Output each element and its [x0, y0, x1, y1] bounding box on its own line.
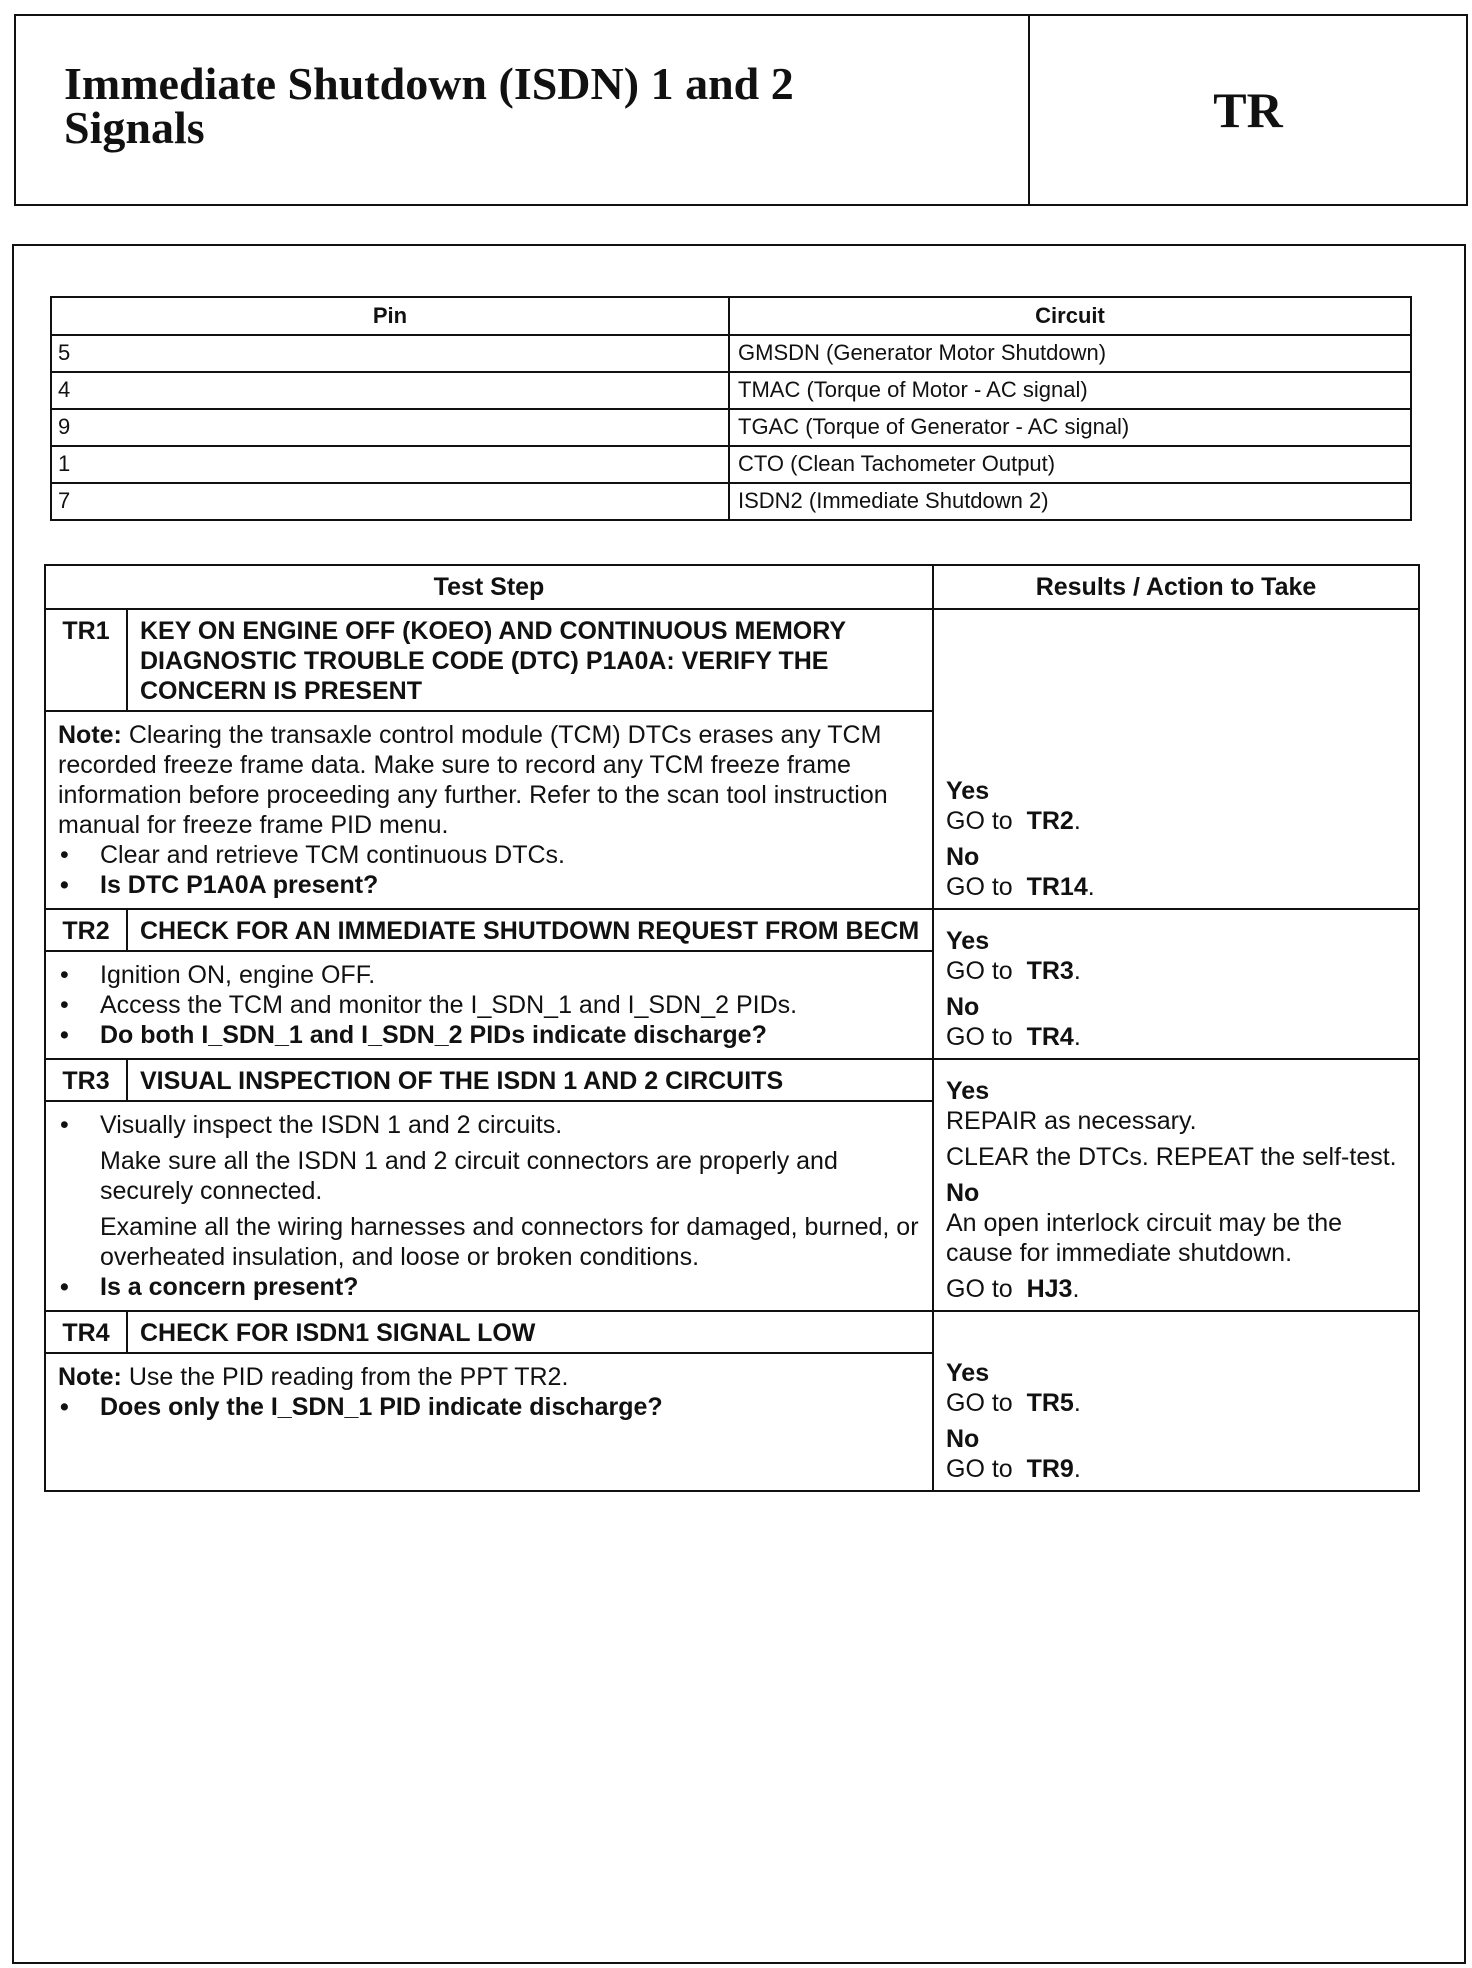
list-item: • Ignition ON, engine OFF.	[60, 961, 376, 989]
no-action: GO to HJ3.	[946, 1275, 1080, 1303]
step-title: CHECK FOR AN IMMEDIATE SHUTDOWN REQUEST FROM BECM	[127, 909, 933, 951]
step-code: TR3	[45, 1059, 127, 1101]
content-frame	[12, 244, 1466, 1964]
yes-line: REPAIR as necessary.	[946, 1107, 1197, 1135]
pin-cell: 9	[51, 409, 729, 446]
section-code: TR	[1213, 82, 1283, 138]
circuit-cell: ISDN2 (Immediate Shutdown 2)	[729, 483, 1411, 520]
step-note	[58, 720, 922, 840]
yes-label: Yes	[946, 927, 990, 955]
go-to-target: TR14	[1026, 873, 1088, 901]
no-action: GO to TR14.	[946, 873, 1095, 901]
step-body	[45, 1101, 933, 1311]
no-label: No	[946, 993, 980, 1021]
table-row	[51, 372, 1411, 409]
table-header-row	[51, 297, 1411, 335]
results-header: Results / Action to Take	[933, 565, 1419, 609]
go-to-target: TR9	[1026, 1455, 1074, 1483]
pin-cell: 5	[51, 335, 729, 372]
step-body	[45, 711, 933, 909]
step-result	[933, 1059, 1419, 1311]
no-label: No	[946, 843, 980, 871]
yes-label: Yes	[946, 1359, 990, 1387]
page-title-line2: Signals	[64, 102, 205, 153]
step-note	[58, 1362, 922, 1392]
test-step-header: Test Step	[45, 565, 933, 609]
circuit-cell: GMSDN (Generator Motor Shutdown)	[729, 335, 1411, 372]
no-line: An open interlock circuit may be the cause for immediate shutdown.	[946, 1209, 1343, 1267]
note-label: Note:	[58, 721, 122, 749]
no-action: GO to TR9.	[946, 1455, 1081, 1483]
table-row	[51, 409, 1411, 446]
yes-action: GO to TR3.	[946, 957, 1081, 985]
yes-action: GO to TR5.	[946, 1389, 1081, 1417]
go-to-target: TR5	[1026, 1389, 1074, 1417]
test-step-title-row	[45, 609, 1419, 711]
no-label: No	[946, 1425, 980, 1453]
pin-cell: 1	[51, 446, 729, 483]
pin-cell: 4	[51, 372, 729, 409]
bullet-text: Access the TCM and monitor the I_SDN_1 and I_SDN_2 PIDs.	[100, 991, 798, 1019]
note-label: Note:	[58, 1363, 122, 1391]
step-title: CHECK FOR ISDN1 SIGNAL LOW	[127, 1311, 933, 1353]
step-title: VISUAL INSPECTION OF THE ISDN 1 AND 2 CIRCUITS	[127, 1059, 933, 1101]
go-to-text: GO to	[946, 1275, 1013, 1303]
go-to-target: TR4	[1026, 1023, 1074, 1051]
circuit-cell: TGAC (Torque of Generator - AC signal)	[729, 409, 1411, 446]
circuit-cell: CTO (Clean Tachometer Output)	[729, 446, 1411, 483]
test-step-title-row	[45, 1059, 1419, 1101]
go-to-target: TR3	[1026, 957, 1074, 985]
instruction-paragraph: Make sure all the ISDN 1 and 2 circuit connectors are properly and securely connected.	[100, 1147, 838, 1205]
step-result	[933, 909, 1419, 1059]
go-to-text: GO to	[946, 807, 1013, 835]
list-item: • Does only the I_SDN_1 PID indicate discharge?	[60, 1393, 663, 1421]
bullet-question: Is DTC P1A0A present?	[100, 871, 379, 899]
bullet-text: Visually inspect the ISDN 1 and 2 circuits.	[100, 1111, 563, 1139]
step-body	[45, 1353, 933, 1491]
bullet-question: Does only the I_SDN_1 PID indicate discharge?	[100, 1393, 663, 1421]
go-to-text: GO to	[946, 1023, 1013, 1051]
table-row	[51, 483, 1411, 520]
page-title	[16, 16, 1030, 204]
bullet-question: Is a concern present?	[100, 1273, 359, 1301]
step-title: KEY ON ENGINE OFF (KOEO) AND CONTINUOUS MEMORY DIAGNOSTIC TROUBLE CODE (DTC) P1A0A: VERIFY THE CONCERN IS PRESENT	[127, 609, 933, 711]
circuit-cell: TMAC (Torque of Motor - AC signal)	[729, 372, 1411, 409]
no-label: No	[946, 1179, 980, 1207]
table-row	[51, 335, 1411, 372]
step-result	[933, 1311, 1419, 1491]
step-code: TR2	[45, 909, 127, 951]
list-item: • Clear and retrieve TCM continuous DTCs.	[60, 841, 565, 869]
note-text: Use the PID reading from the PPT TR2.	[128, 1363, 569, 1391]
bullet-text: Ignition ON, engine OFF.	[100, 961, 376, 989]
step-code: TR4	[45, 1311, 127, 1353]
go-to-text: GO to	[946, 873, 1013, 901]
go-to-target: HJ3	[1026, 1275, 1073, 1303]
list-item: • Access the TCM and monitor the I_SDN_1 and I_SDN_2 PIDs.	[60, 991, 798, 1019]
yes-label: Yes	[946, 777, 990, 805]
page-header	[14, 14, 1468, 206]
instruction-paragraph: Examine all the wiring harnesses and connectors for damaged, burned, or overheated insulation, and loose or broken conditions.	[100, 1213, 919, 1271]
pin-column-header: Pin	[51, 297, 729, 335]
go-to-target: TR2	[1026, 807, 1074, 835]
list-item: • Do both I_SDN_1 and I_SDN_2 PIDs indicate discharge?	[60, 1021, 767, 1049]
yes-line: CLEAR the DTCs. REPEAT the self-test.	[946, 1143, 1397, 1171]
test-step-title-row	[45, 1311, 1419, 1353]
go-to-text: GO to	[946, 957, 1013, 985]
bullet-text: Clear and retrieve TCM continuous DTCs.	[100, 841, 565, 869]
step-body	[45, 951, 933, 1059]
pin-cell: 7	[51, 483, 729, 520]
list-item: • Is a concern present?	[60, 1273, 359, 1301]
table-header-row	[45, 565, 1419, 609]
bullet-question: Do both I_SDN_1 and I_SDN_2 PIDs indicate discharge?	[100, 1021, 767, 1049]
go-to-text: GO to	[946, 1455, 1013, 1483]
yes-action: GO to TR2.	[946, 807, 1081, 835]
table-row	[51, 446, 1411, 483]
page-title-line1: Immediate Shutdown (ISDN) 1 and 2	[64, 58, 794, 109]
no-action: GO to TR4.	[946, 1023, 1081, 1051]
list-item: • Is DTC P1A0A present?	[60, 871, 379, 899]
circuit-column-header: Circuit	[729, 297, 1411, 335]
step-code: TR1	[45, 609, 127, 711]
note-text: Clearing the transaxle control module (TCM) DTCs erases any TCM recorded freeze frame data. Make sure to record any TCM freeze frame information before proceeding any further. Refer to the scan tool instruction manual for freeze frame PID menu.	[58, 721, 888, 839]
step-result	[933, 609, 1419, 909]
pin-circuit-table	[50, 296, 1412, 521]
test-step-table	[44, 564, 1420, 1492]
test-step-title-row	[45, 909, 1419, 951]
yes-label: Yes	[946, 1077, 990, 1105]
list-item: • Visually inspect the ISDN 1 and 2 circuits.	[60, 1111, 563, 1139]
go-to-text: GO to	[946, 1389, 1013, 1417]
